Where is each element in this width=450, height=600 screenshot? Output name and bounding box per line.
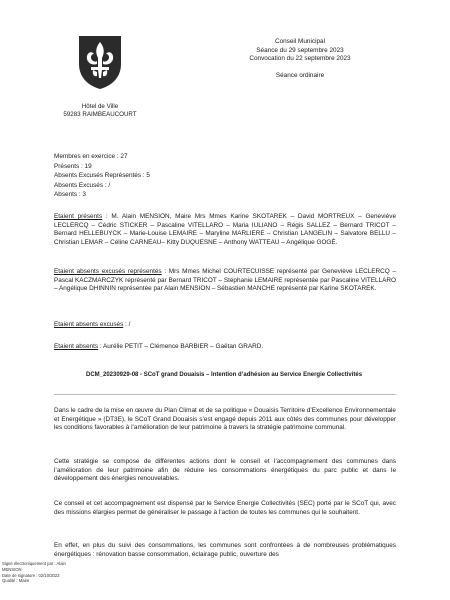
address-line-1: Hôtel de Ville xyxy=(81,103,119,110)
excused-label: Etaient absents excusés xyxy=(54,321,124,328)
electronic-signature-stamp xyxy=(2,561,122,584)
signature-line: Date de signature : 02/10/2023 xyxy=(2,572,60,578)
body-paragraph: Dans le cadre de la mise en œuvre du Plan Climat et de sa politique « Douaisis Territoire d’Excellence Environnementale et Energétique » (DT3E), le SCoT Grand Douaisis s’est engagé depuis 2011 aux côtés des communes pour développer les conditions favorables à l’amélioration de leur patrimoine à travers la stratégie patrimoine communal. xyxy=(54,407,396,432)
signature-line: Qualité : Maire xyxy=(2,578,30,584)
town-hall-address xyxy=(40,103,160,120)
excused-list: : / xyxy=(123,321,131,328)
absent-members xyxy=(54,343,396,352)
convocation-date: Convocation du 22 septembre 2023 xyxy=(249,55,351,63)
address-line-2: 59283 RAIMBEAUCOURT xyxy=(63,111,137,119)
excused-represented-list: : Mrs Mmes Michel COURTECUISSE représenté par Geneviève LECLERCQ – Pascal KACZMARCZYK représenté par Bernard TRICOT – Stéphanie LEMAIRE représentée par Pascaline VITELLARO – Angélique DHINNIN représentée par Alain MENSION – Sébastien MANCHE représenté par Karine SKOTAREK. xyxy=(54,268,397,293)
signature-line: MENSION xyxy=(2,566,22,572)
absent-label: Etaient absents xyxy=(54,343,99,350)
session-header xyxy=(200,38,400,80)
council-title: Conseil Municipal xyxy=(274,38,326,45)
signature-line: Signé électroniquement par : Alain xyxy=(2,561,66,566)
present-label: Etaient présents xyxy=(54,213,103,220)
present-list: : M. Alain MENSION, Maire Mrs Mmes Karine SKOTAREK – David MORTREUX – Geneviève LECLERCQ – Cédric STICKER – Pascaline VITELLARO – Maria IULIANO – Régis SALLEZ – Bernard TRICOT – Bernard HELLEBUYCK – Marie-Louise LEMAIRE – Maryline MARLIERE – Christian LANGELIN – Salvatore BELLU – Christian LEMAR – Céline CARNEAU– Kitty DUQUESNE – Anthony WATTEAU – Angélique GOGÉ. xyxy=(54,213,396,246)
excused-represented-members xyxy=(54,268,396,294)
count-line: Membres en exercice : 27 xyxy=(54,153,128,160)
count-line: Absents Excusés : / xyxy=(54,181,111,189)
excused-represented-label: Etaient absents excusés représentés xyxy=(54,268,162,275)
body-paragraph: Cette stratégie se compose de différentes actions dont le conseil et l’accompagnement des communes dans l’amélioration de leur patrimoine afin de réduire les consommations énergétiques du parc public et dans le développement des énergies renouvelables. xyxy=(54,458,396,483)
excused-members xyxy=(54,321,396,330)
count-line: Présents : 19 xyxy=(54,162,92,170)
attendance-counts xyxy=(54,152,254,200)
count-line: Absents : 3 xyxy=(54,191,86,199)
fleur-de-lis-shield-icon xyxy=(75,34,125,90)
present-members xyxy=(54,213,396,247)
deliberation-title: DCM_20230929-08 - SCoT grand Douaisis – Intention d’adhésion au Service Energie Collectivités xyxy=(86,372,363,378)
body-paragraph: Ce conseil et cet accompagnement est dispensé par le Service Energie Collectivités (SEC) porté par le SCoT qui, avec des missions élargies permet de généraliser le passage à l’action de toutes les communes qui le souhaitent. xyxy=(54,500,396,516)
absent-list: : Aurélie PETIT – Clémence BARBIER – Gaëtan GRARD. xyxy=(98,343,264,350)
count-line: Absents Excusés Représentés : 5 xyxy=(54,172,150,180)
session-date: Séance du 29 septembre 2023 xyxy=(256,46,344,54)
body-paragraph: En effet, en plus du suivi des consommations, les communes sont confrontées à de nombreuses problématiques énergétiques : rénovation basse consommation, éclairage public, ouverture des xyxy=(54,542,396,558)
divider xyxy=(54,394,396,395)
session-type: Séance ordinaire xyxy=(275,71,325,79)
